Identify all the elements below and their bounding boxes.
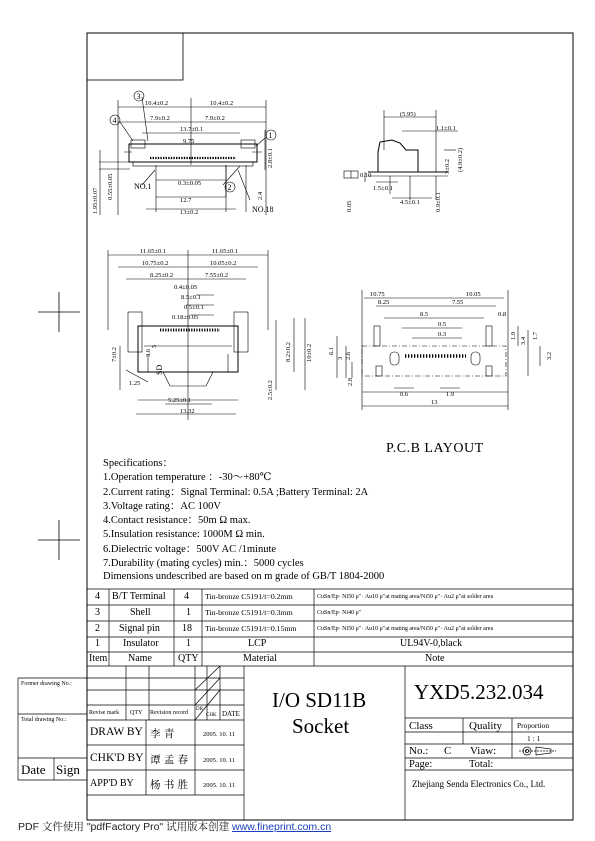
sd-marking: SD [155,364,164,375]
bom-qty: 1 [186,638,191,649]
bom-header-name: Name [128,653,152,664]
bom-item: 4 [95,591,100,602]
view-label: Viaw: [470,745,497,757]
spec-line: 1.Operation temperature ：-30～+80℃ [103,472,272,483]
dim-label: 1.1±0.1 [436,125,456,132]
dim-label: 11.65±0.1 [212,248,239,255]
draw-by-name: 李 青 [150,728,175,740]
dim-label: 10.4±0.2 [210,100,234,107]
appd-by-name: 杨 书 胜 [150,779,189,791]
spec-line: 4.Contact resistance：50m Ω max. [103,515,251,526]
dim-label: 1.9 [446,391,455,398]
callout-1: 1 [268,131,273,140]
view-symbol-icon [519,747,556,755]
dim-label: 7.9±0.2 [205,115,225,122]
bom-note: UL94V-0,black [400,638,463,649]
bom-note: CuSn/Ep· Ni50 μ"· Au10 μ"at mating area/Ni50 μ"· Au2 μ"at solder area [317,594,494,600]
revise-mark-label: Revise mark [89,710,120,716]
dim-label: 0.4±0.05 [174,284,198,291]
appd-by-date: 2005. 10. 11 [203,782,236,789]
dim-label: 10.75 [370,291,385,298]
chkd-by-name: 谭 孟 春 [150,754,189,766]
sign-label: Sign [56,762,80,777]
bom-name: Insulator [123,638,159,649]
quality-label: Quality [469,720,502,732]
dim-label: 6.1 [328,346,335,355]
company-name: Zhejiang Senda Electronics Co., Ltd. [412,779,546,789]
bom-material: Tin-bronze C5191/t=0.15mm [205,624,297,633]
chk-label: CHK [206,713,217,718]
bom-header-note: Note [425,653,445,664]
dim-label: 1.25 [129,380,141,387]
dim-label: 1.95±0.07 [92,187,99,214]
callout-3: 3 [136,92,141,101]
dim-label: 3 [337,356,344,360]
spec-line: Dimensions undescribed are based on m grade of GB/T 1804-2000 [103,571,385,582]
dim-label: (4.9±0.2) [457,147,464,172]
bom-item: 1 [95,638,100,649]
appd-by-label: APP'D BY [90,778,134,789]
drawing-title: I/O SD11B [272,688,367,712]
bom-material: Tin-bronze C5191/t=0.3mm [205,608,293,617]
no-label: No.: [409,745,429,757]
former-drawing-label: Former drawing No.: [21,681,72,687]
drawing-number: YXD5.232.034 [414,680,544,704]
no-value: C [444,745,452,757]
dim-label: 9.75 [183,138,195,145]
dim-label: 2.8 [347,377,354,386]
drawing-subtitle: Socket [292,714,350,738]
dim-label: 4.5±0.1 [400,199,420,206]
dim-label: 0.55±0.05 [107,173,114,200]
dim-label: 1.5±0.1 [373,185,393,192]
draw-by-date: 2005. 10. 11 [203,731,236,738]
dim-label: 5 [151,344,158,348]
chkd-by-label: CHK'D BY [90,752,144,764]
dim-label: 0.9±0.1 [435,192,442,212]
dim-label: 0.3 [438,331,447,338]
dim-label: 2.4 [257,191,264,200]
bom-note: CuSn/Ep· Ni40 μ" [317,610,362,616]
bom-note: CuSn/Ep· Ni50 μ"· Au10 μ"at mating area/Ni50 μ"· Au2 μ"at solder area [317,626,494,632]
dim-label: 0.5 [438,321,447,328]
dim-label: 11.65±0.1 [140,248,167,255]
label-no1: NO.1 [134,182,152,191]
dim-label: 10.75±0.2 [142,260,169,267]
callout-4: 4 [112,116,117,125]
date-label: Date [21,762,46,777]
dim-label: 8.5±0.1 [181,294,201,301]
spec-line: 2.Current rating：Signal Terminal: 0.5A ;Battery Terminal: 2A [103,487,369,498]
total-drawing-label: Total drawing No.: [21,717,67,723]
dim-label: 7.55 [452,299,464,306]
label-no18: NO.18 [252,205,274,214]
draw-by-label: DRAW BY [90,726,143,738]
specifications-heading: Specifications： [103,458,173,469]
dim-label: 8.25±0.2 [150,272,174,279]
dim-label: 13.7±0.1 [180,126,204,133]
dim-label: 3.2 [546,351,553,360]
date-small-label: DATE [222,710,240,718]
dim-label: (5.95) [400,111,416,118]
page-label: Page: [409,759,433,770]
dim-label: 0.3±0.05 [178,180,202,187]
bom-qty: 1 [186,607,191,618]
revision-record-label: Revision record [150,710,189,716]
bom-qty: 4 [184,591,189,602]
bom-item: 2 [95,623,100,634]
dim-label: 0.6 [400,391,409,398]
dim-label: 12.7 [180,197,192,204]
dim-label: 8.2±0.2 [285,342,292,362]
dim-label: 0.05 [346,200,353,212]
dim-label: 5.25±0.1 [168,397,192,404]
dim-label: 3.4 [520,336,527,345]
bom-material: Tin-bronze C5191/t=0.2mm [205,592,293,601]
dr-label: DR [196,707,203,712]
dim-label: 13.32 [180,408,195,415]
footer-link[interactable]: www.fineprint.com.cn [231,821,332,833]
bom-material: LCP [248,638,267,649]
dim-label: 1.7 [532,331,539,340]
pdf-footer [18,819,331,834]
dim-label: 0.10 [360,172,372,179]
bom-name: B/T Terminal [112,591,166,602]
qty-label: QTY [130,710,143,716]
spec-line: 6.Dielectric voltage：500V AC /1minute [103,544,277,555]
dim-label: 0.5±0.1 [184,304,204,311]
dim-label: 3±0.2 [444,159,451,174]
dim-label: 0.18±0.05 [172,314,199,321]
dim-label: 7±0.2 [111,347,118,362]
dim-label: 7.55±0.2 [205,272,229,279]
footer-text: PDF 文件使用 "pdfFactory Pro" 试用版本创建 [18,821,232,833]
chkd-by-date: 2005. 10. 11 [203,757,236,764]
dim-label: 8.5 [420,311,429,318]
side-view-drawing [344,110,458,200]
class-label: Class [409,720,433,732]
pcb-layout-drawing [337,290,540,410]
dim-label: 1.9 [510,331,517,340]
pcb-layout-label: P.C.B LAYOUT [386,441,484,456]
bom-header-qty: QTY [178,653,199,664]
proportion-value: 1 : 1 [527,734,541,743]
dim-label: 3.6 [145,348,152,357]
bom-header-material: Material [243,653,277,664]
dim-label: 2.6 [345,351,352,360]
bom-header-item: Item [89,653,108,664]
callout-2: 2 [227,183,232,192]
dim-label: 8.25 [378,299,390,306]
dim-label: 10.05±0.2 [210,260,237,267]
dim-label: 10.4±0.2 [145,100,169,107]
dim-label: 10±0.2 [306,343,313,362]
dim-label: 2.8±0.1 [267,148,274,168]
proportion-label: Proportion [517,721,550,730]
dim-label: 7.9±0.2 [150,115,170,122]
dim-label: 2.5±0.2 [267,380,274,400]
dim-label: 13±0.2 [180,209,199,216]
dim-label: 10.05 [466,291,481,298]
total-label: Total: [469,759,494,770]
bom-name: Signal pin [119,623,160,634]
spec-line: 3.Voltage rating：AC 100V [103,501,221,512]
dim-label: 0.8 [498,311,507,318]
spec-line: 5.Insulation resistance: 1000M Ω min. [103,529,265,540]
dim-label: 13 [431,399,438,406]
bom-item: 3 [95,607,100,618]
spec-line: 7.Durability (mating cycles) min.：5000 cycles [103,558,304,569]
bom-name: Shell [130,607,151,618]
bom-qty: 18 [182,623,192,634]
